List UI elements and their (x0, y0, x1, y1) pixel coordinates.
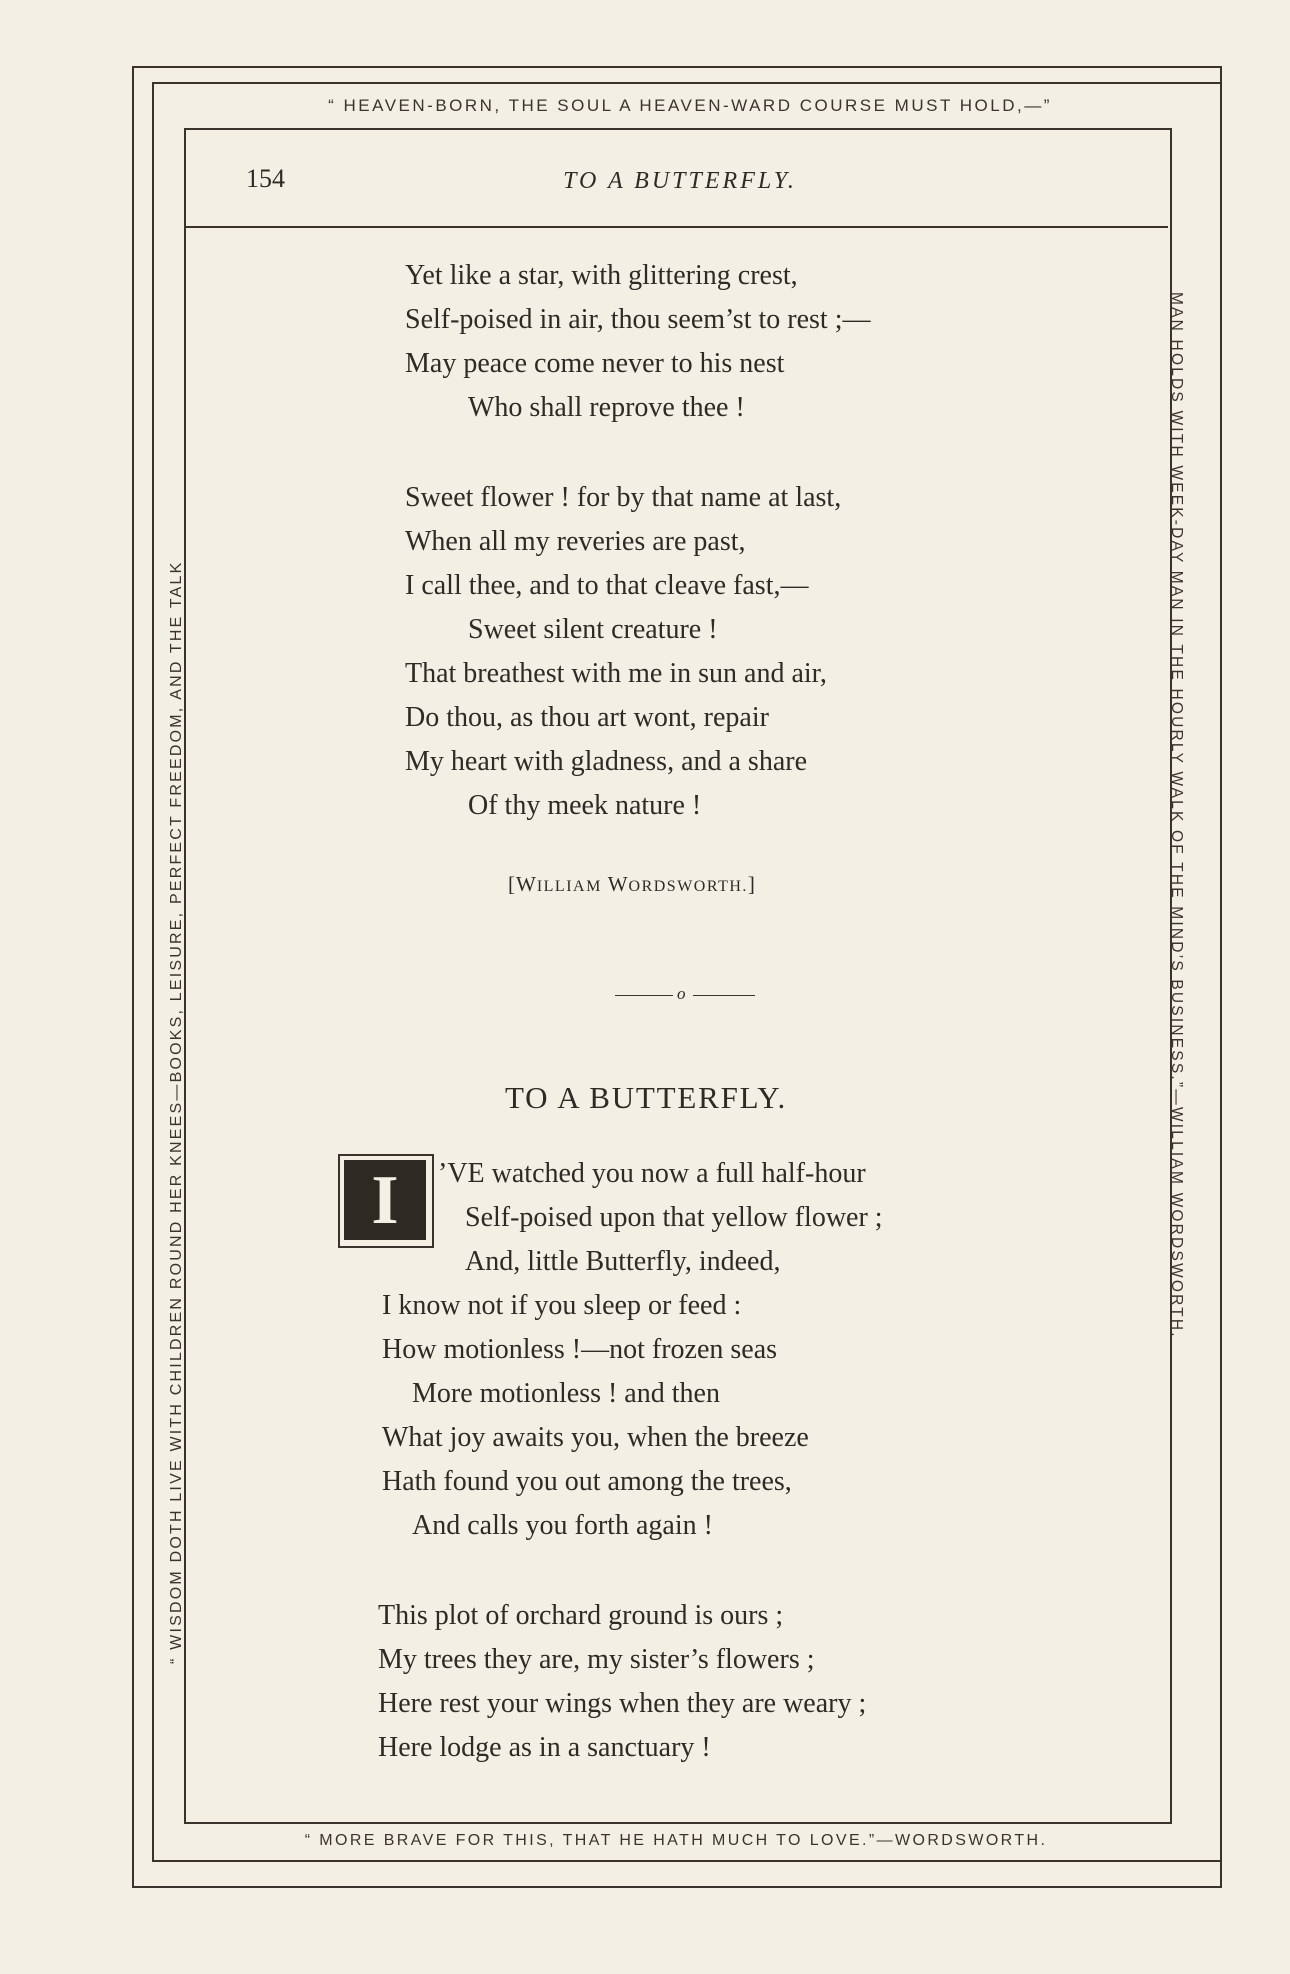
poem-line: This plot of orchard ground is ours ; (378, 1600, 784, 1631)
poem-line: My trees they are, my sister’s flowers ; (378, 1644, 815, 1675)
page-number: 154 (246, 164, 285, 193)
poem-line: Yet like a star, with glittering crest, (405, 260, 798, 291)
text-frame (184, 128, 1172, 1824)
poem-line: My heart with gladness, and a share (405, 746, 807, 777)
poem-line: That breathest with me in sun and air, (405, 658, 827, 689)
border-quote-top: “ HEAVEN-BORN, THE SOUL A HEAVEN-WARD COURSE MUST HOLD,—” (328, 96, 1052, 115)
poem-line: More motionless ! and then (412, 1378, 720, 1409)
border-quote-left: “ WISDOM DOTH LIVE WITH CHILDREN ROUND HER KNEES—BOOKS, LEISURE, PERFECT FREEDOM, AND THE TALK (168, 560, 185, 1664)
header-rule (186, 226, 1168, 228)
poem-title: TO A BUTTERFLY. (505, 1080, 787, 1115)
poem-line: Do thou, as thou art wont, repair (405, 702, 769, 733)
poem-line: ’VE watched you now a full half-hour (438, 1158, 866, 1189)
border-quote-right: MAN HOLDS WITH WEEK-DAY MAN IN THE HOURLY WALK OF THE MIND’S BUSINESS.”—WILLIAM WORDSWORTH. (1168, 292, 1185, 1339)
separator-ornament: o (677, 984, 686, 1003)
poem-line: Who shall reprove thee ! (468, 392, 745, 423)
attribution: [WILLIAM WORDSWORTH.] (508, 872, 756, 896)
poem-line: I know not if you sleep or feed : (382, 1290, 742, 1321)
poem-line: Self-poised upon that yellow flower ; (465, 1202, 883, 1233)
poem-line: I call thee, and to that cleave fast,— (405, 570, 809, 601)
poem-line: May peace come never to his nest (405, 348, 785, 379)
poem-line: Self-poised in air, thou seem’st to rest ;— (405, 304, 871, 335)
poem-line: Sweet silent creature ! (468, 614, 718, 645)
poem-line: And, little Butterfly, indeed, (465, 1246, 781, 1277)
poem-line: What joy awaits you, when the breeze (382, 1422, 809, 1453)
drop-cap-letter: I (344, 1160, 426, 1240)
poem-line: Hath found you out among the trees, (382, 1466, 792, 1497)
poem-line: Here lodge as in a sanctuary ! (378, 1732, 711, 1763)
border-quote-bottom: “ MORE BRAVE FOR THIS, THAT HE HATH MUCH TO LOVE.”—WORDSWORTH. (304, 1832, 1048, 1849)
poem-line: Of thy meek nature ! (468, 790, 702, 821)
drop-cap (338, 1154, 434, 1248)
poem-line: Sweet flower ! for by that name at last, (405, 482, 842, 513)
running-title: TO A BUTTERFLY. (563, 168, 797, 194)
poem-line: When all my reveries are past, (405, 526, 746, 557)
section-separator (615, 986, 755, 1004)
poem-line: How motionless !—not frozen seas (382, 1334, 778, 1365)
poem-line: Here rest your wings when they are weary ; (378, 1688, 867, 1719)
poem-line: And calls you forth again ! (412, 1510, 713, 1541)
